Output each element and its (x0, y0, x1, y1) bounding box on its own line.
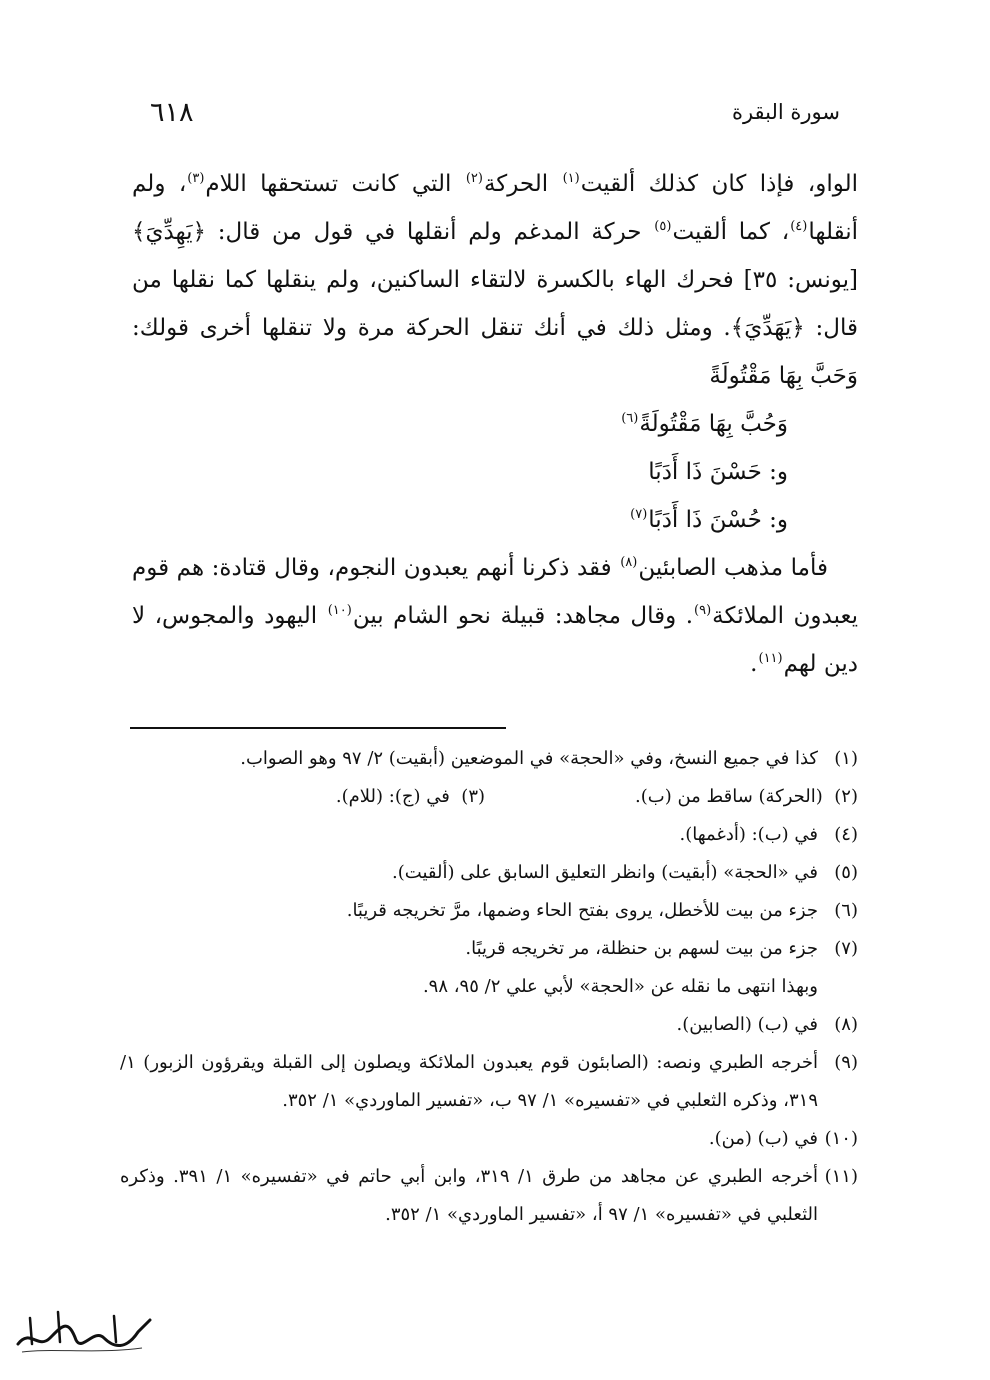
page-number: ٦١٨ (150, 96, 194, 128)
footnote-10 (120, 1120, 858, 1158)
text-run: ، كما ألقيت (672, 219, 790, 245)
text-run: فقد ذكرنا أنهم يعبدون النجوم، وقال قتادة: هم قوم يعبدون الملائكة (132, 555, 859, 629)
footnotes (120, 740, 858, 1234)
footnote-ref-8[interactable]: (٨) (620, 555, 638, 570)
footnote-text: في (ب) (من). (708, 1128, 818, 1149)
text-run: حركة المدغم ولم أنقلها في قول من قال: ﴿يَهِدِّيَ﴾ [يونس: ٣٥] فحرك الهاء بالكسرة لالتقاء الساكنين، ولم ينقلها كما نقلها من قال: ﴿يَهَدِّيَ﴾. ومثل ذلك في أنك تنقل الحركة مرة ولا تنقلها أخرى قولك: وَحَبَّ بِهَا مَقْتُولَةً (132, 219, 858, 389)
verse-line-2 (132, 448, 858, 496)
verse-text: وَحُبَّ بِهَا مَقْتُولَةً (639, 411, 788, 437)
footnote-text: أخرجه الطبري ونصه: (الصابئون قوم يعبدون الملائكة ويصلون إلى القبلة ويقرؤون الزبور) ١/ ٣١٩، وذكره الثعلبي في «تفسيره» ١/ ٩٧ ب، «تفسير الماوردي» ١/ ٣٥٢. (120, 1052, 818, 1111)
text-run: اليهود والمجوس، لا دين لهم (132, 603, 858, 677)
footnote-3 (336, 778, 485, 816)
footnote-text: أخرجه الطبري عن مجاهد من طرق ١/ ٣١٩، وابن أبي حاتم في «تفسيره» ١/ ٣٩١. وذكره الثعلبي في «تفسيره» ١/ ٩٧ أ، «تفسير الماوردي» ١/ ٣٥٢. (120, 1166, 818, 1225)
footnote-text: في (ب) (الصابين). (676, 1014, 818, 1035)
text-run: التي كانت تستحقها اللام (205, 171, 465, 197)
footnote-number: (١١) (824, 1166, 858, 1187)
footnote-text: (الحركة) ساقط من (ب). (635, 786, 823, 807)
library-signature-logo-icon (10, 1298, 160, 1358)
text-run: فأما مذهب الصابئين (638, 555, 828, 581)
footnote-ref-3[interactable]: (٣) (187, 171, 205, 186)
text-run: . (750, 651, 758, 677)
footnote-text: في (ب): (أدغمها). (679, 824, 818, 845)
footnote-text: جزء من بيت للأخطل، يروى بفتح الحاء وضمها، مرَّ تخريجه قريبًا. (346, 900, 818, 921)
verse-line-3 (132, 496, 858, 544)
footnote-ref-5[interactable]: (٥) (654, 219, 672, 234)
footnote-4 (120, 816, 858, 854)
footnote-ref-6[interactable]: (٦) (621, 411, 639, 426)
text-run: الواو، فإذا كان كذلك ألقيت (580, 171, 859, 197)
footnote-text: كذا في جميع النسخ، وفي «الحجة» في الموضعين (أبقيت) ٢/ ٩٧ وهو الصواب. (240, 748, 818, 769)
footnote-1 (120, 740, 858, 778)
footnote-text: جزء من بيت لسهم بن حنظلة، مر تخريجه قريبًا. (465, 938, 818, 959)
footnote-7-continuation: وبهذا انتهى ما نقله عن «الحجة» لأبي علي ٢/ ٩٥، ٩٨. (422, 976, 818, 997)
text-run: الحركة (483, 171, 562, 197)
footnote-number: (٤) (834, 824, 858, 845)
footnote-number: (٧) (834, 938, 858, 959)
verse-line-1 (132, 400, 858, 448)
footnote-7 (120, 930, 858, 968)
paragraph-2 (132, 544, 858, 688)
text-run: . وقال مجاهد: قبيلة نحو الشام بين (352, 603, 694, 629)
paragraph-1 (132, 160, 858, 400)
footnote-text: في (ج): (للام). (335, 786, 450, 807)
footnote-6 (120, 892, 858, 930)
footnote-8 (120, 1006, 858, 1044)
main-text (132, 160, 858, 688)
footnote-separator (130, 727, 506, 729)
footnote-number: (٥) (834, 862, 858, 883)
surah-title: سورة البقرة (731, 100, 840, 124)
footnote-ref-4[interactable]: (٤) (790, 219, 808, 234)
running-header (150, 92, 840, 132)
verse-text: و: حَسْنَ ذَا أَدَبًا (648, 459, 788, 485)
footnote-ref-1[interactable]: (١) (562, 171, 580, 186)
footnote-text: في «الحجة» (أبقيت) وانظر التعليق السابق على (ألقيت). (392, 862, 818, 883)
footnote-2 (635, 778, 858, 816)
text-run: ، ولم أنقلها (132, 171, 858, 245)
footnote-number: (٢) (834, 786, 858, 807)
footnote-ref-2[interactable]: (٢) (465, 171, 483, 186)
footnote-2-3-row (120, 778, 858, 816)
footnote-number: (٣) (461, 786, 486, 807)
footnote-number: (١٠) (824, 1128, 858, 1149)
footnote-ref-7[interactable]: (٧) (630, 507, 648, 522)
verse-text: و: حُسْنَ ذَا أَدَبًا (648, 507, 788, 533)
footnote-ref-10[interactable]: (١٠) (327, 603, 352, 618)
footnote-ref-9[interactable]: (٩) (694, 603, 712, 618)
footnote-number: (٨) (834, 1014, 858, 1035)
footnote-5 (120, 854, 858, 892)
footnote-number: (٦) (834, 900, 858, 921)
footnote-9 (120, 1044, 858, 1120)
footnote-number: (٩) (834, 1052, 858, 1073)
footnote-number: (١) (834, 748, 858, 769)
footnote-ref-11[interactable]: (١١) (758, 651, 783, 666)
footnote-11 (120, 1158, 858, 1234)
